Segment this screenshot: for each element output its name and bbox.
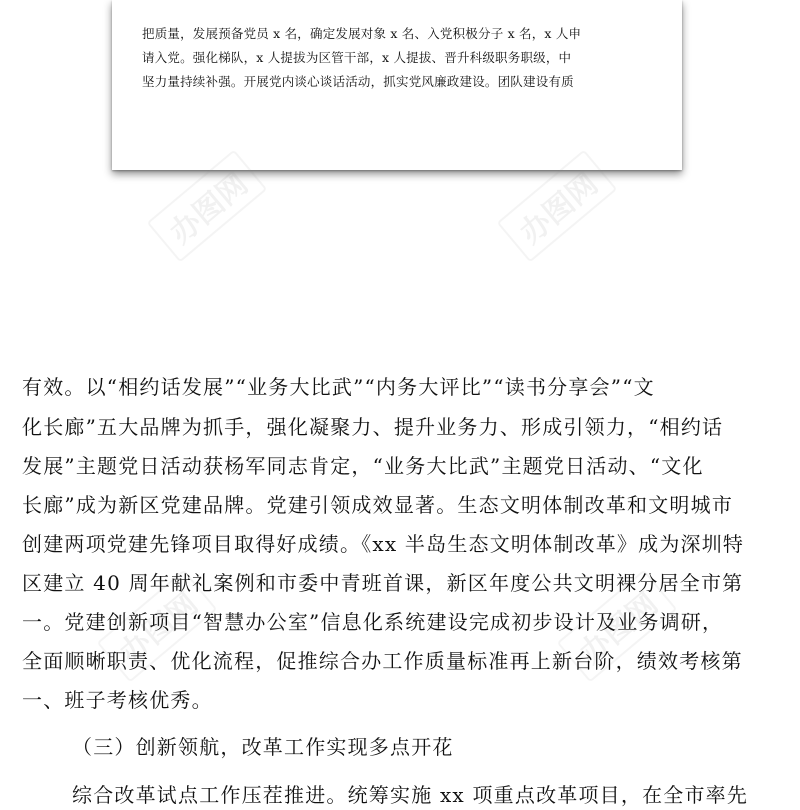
body-line: 有效。以“相约话发展”“业务大比武”“内务大评比”“读书分享会”“文 bbox=[22, 375, 655, 399]
body-line: 发展”主题党日活动获杨军同志肯定，“业务大比武”主题党日活动、“文化 bbox=[22, 454, 704, 478]
body-line: 创建两项党建先锋项目取得好成绩。《xx 半岛生态文明体制改革》成为深圳特 bbox=[22, 532, 745, 556]
card-line: 把质量，发展预备党员 x 名，确定发展对象 x 名、入党积极分子 x 名，x 人申 bbox=[142, 26, 582, 41]
body-line: 一。党建创新项目“智慧办公室”信息化系统建设完成初步设计及业务调研， bbox=[22, 610, 724, 634]
watermark: 办图网 bbox=[497, 149, 618, 262]
section-heading: （三）创新领航，改革工作实现多点开花 bbox=[72, 735, 454, 759]
watermark: 办图网 bbox=[557, 569, 678, 682]
body-line: 化长廊”五大品牌为抓手，强化凝聚力、提升业务力、形成引领力，“相约话 bbox=[22, 415, 724, 439]
watermark: 办图网 bbox=[147, 149, 268, 262]
card-line: 请入党。强化梯队，x 人提拔为区管干部，x 人提拔、晋升科级职务职级，中 bbox=[142, 50, 572, 65]
body-line: 全面顺晰职责、优化流程，促推综合办工作质量标准再上新台阶，绩效考核第 bbox=[22, 649, 743, 673]
body-line: 长廊”成为新区党建品牌。党建引领成效显著。生态文明体制改革和文明城市 bbox=[22, 493, 734, 517]
watermark: 办图网 bbox=[97, 569, 218, 682]
body-line: 区建立 40 周年献礼案例和市委中青班首课，新区年度公共文明裸分居全市第 bbox=[22, 571, 744, 595]
body-line: 一、班子考核优秀。 bbox=[22, 688, 213, 712]
document-preview-card bbox=[112, 0, 682, 170]
body-line: 综合改革试点工作压茬推进。统筹实施 xx 项重点改革项目，在全市率先 bbox=[72, 783, 749, 807]
card-line: 坚力量持续补强。开展党内谈心谈话活动，抓实党风廉政建设。团队建设有质 bbox=[142, 74, 574, 89]
